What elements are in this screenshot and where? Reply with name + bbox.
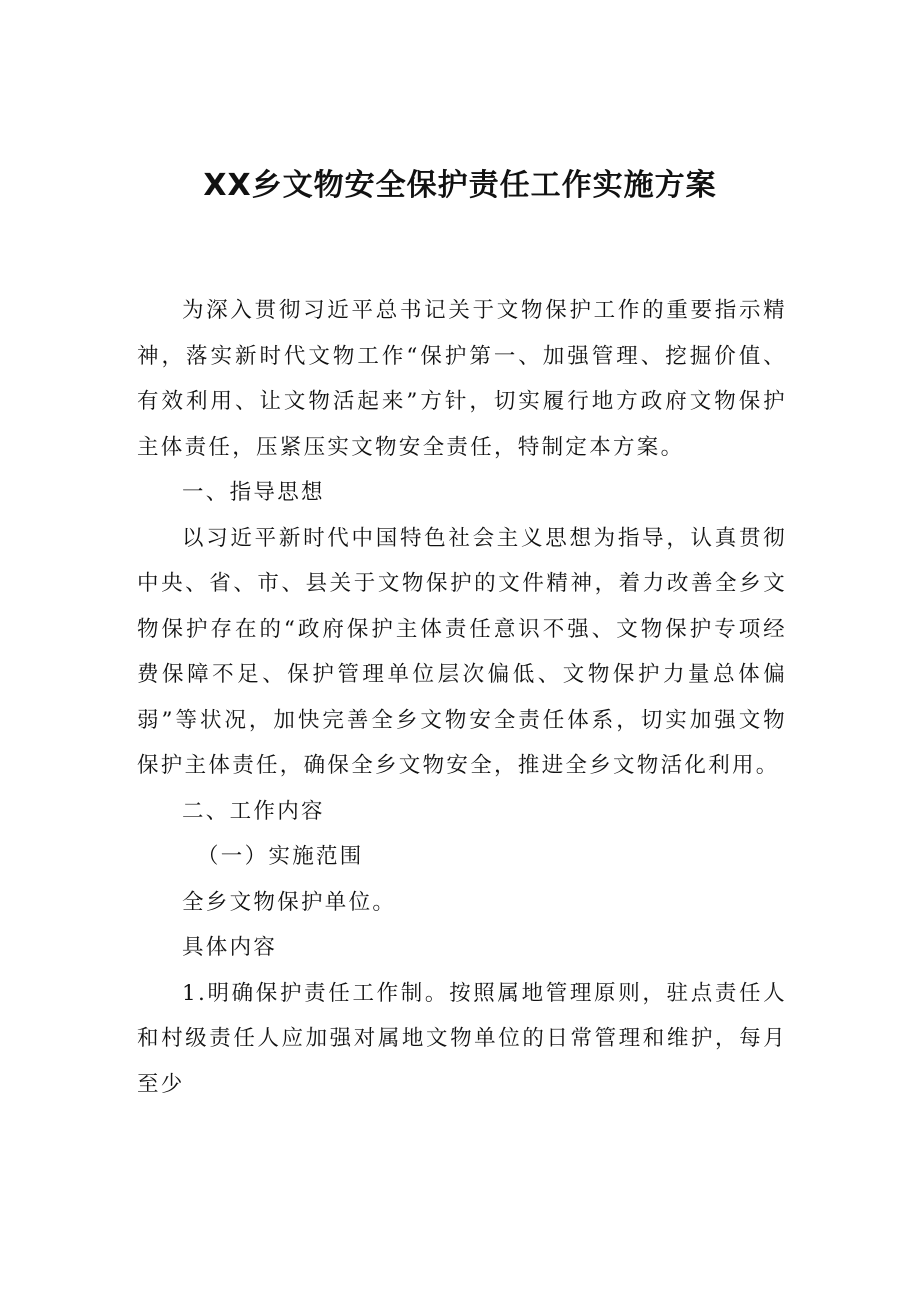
scope-paragraph: 全乡文物保护单位。 [182, 889, 397, 915]
item-1-paragraph: 1.明确保护责任工作制。按照属地管理原则，驻点责任人和村级责任人应加强对属地文物单位的日常管理和维护，每月至少 [137, 980, 787, 1097]
document-body [137, 288, 787, 1107]
document-title: XX乡文物安全保护责任工作实施方案 [203, 168, 717, 203]
section-heading-work-content: 二、工作内容 [182, 798, 325, 824]
specific-content-heading: 具体内容 [182, 935, 278, 960]
section-heading-guiding-ideology: 一、指导思想 [182, 480, 325, 505]
subsection-heading-scope: （一）实施范围 [197, 844, 364, 869]
intro-paragraph: 为深入贯彻习近平总书记关于文物保护工作的重要指示精神，落实新时代文物工作“保护第一、加强管理、挖掘价值、有效利用、让文物活起来”方针，切实履行地方政府文物保护主体责任，压紧压实文物安全责任，特制定本方案。 [137, 298, 787, 460]
guiding-ideology-paragraph: 以习近平新时代中国特色社会主义思想为指导，认真贯彻中央、省、市、县关于文物保护的文件精神，着力改善全乡文物保护存在的“政府保护主体责任意识不强、文物保护专项经费保障不足、保护管理单位层次偏低、文物保护力量总体偏弱”等状况，加快完善全乡文物安全责任体系，切实加强文物保护主体责任，确保全乡文物安全，推进全乡文物活化利用。 [137, 525, 787, 778]
